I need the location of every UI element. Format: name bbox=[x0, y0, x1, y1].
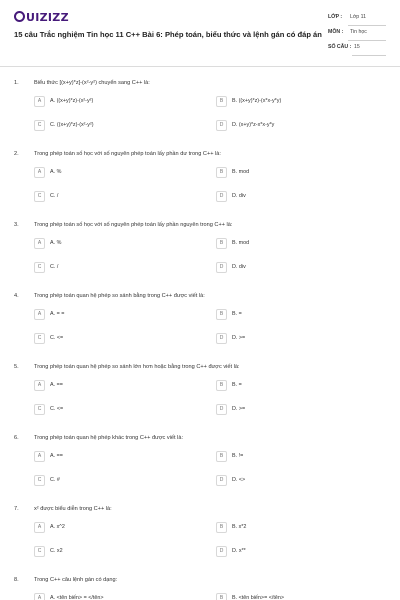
logo-text: UIZIZZ bbox=[26, 11, 69, 24]
meta-underline bbox=[352, 55, 386, 56]
option-text: C. / bbox=[50, 264, 59, 270]
question-item bbox=[0, 429, 400, 500]
header-divider bbox=[0, 66, 400, 67]
option-c[interactable] bbox=[34, 546, 184, 558]
option-letter-badge: C bbox=[34, 333, 45, 344]
meta-row-class bbox=[328, 12, 386, 27]
option-d[interactable] bbox=[216, 262, 366, 274]
worksheet-title: 15 câu Trắc nghiệm Tin học 11 C++ Bài 6: Phép toán, biểu thức và lệnh gán có đáp án bbox=[14, 30, 322, 39]
option-a[interactable] bbox=[34, 380, 184, 392]
option-c[interactable] bbox=[34, 262, 184, 274]
option-letter-badge: D bbox=[216, 546, 227, 557]
option-b[interactable] bbox=[216, 593, 366, 600]
option-d[interactable] bbox=[216, 546, 366, 558]
option-text: D. >= bbox=[232, 335, 246, 341]
option-b[interactable] bbox=[216, 309, 366, 321]
quizizz-logo bbox=[14, 10, 69, 24]
option-text: A. % bbox=[50, 240, 62, 246]
option-text: C. <= bbox=[50, 406, 64, 412]
option-d[interactable] bbox=[216, 404, 366, 416]
option-text: A. x^2 bbox=[50, 524, 65, 530]
option-text: D. div bbox=[232, 264, 246, 270]
question-number: 1. bbox=[14, 80, 19, 86]
meta-label: MÔN : bbox=[328, 29, 344, 35]
option-text: D. (x+y)*z-x*x-y*y bbox=[232, 122, 275, 128]
option-letter-badge: D bbox=[216, 191, 227, 202]
option-text: A. % bbox=[50, 169, 62, 175]
option-text: B. x*2 bbox=[232, 524, 247, 530]
option-text: A. <tên biến> = </tên> bbox=[50, 595, 104, 600]
meta-label: SỐ CÂU : bbox=[328, 44, 352, 50]
option-letter-badge: D bbox=[216, 120, 227, 131]
logo-q-icon bbox=[14, 11, 25, 22]
option-text: B. ((x+y)*z)-(x*x-y*y) bbox=[232, 98, 282, 104]
option-text: B. = bbox=[232, 311, 242, 317]
question-text: Trong C++ câu lệnh gán có dạng: bbox=[34, 577, 118, 583]
option-letter-badge: A bbox=[34, 593, 45, 600]
option-c[interactable] bbox=[34, 120, 184, 132]
question-text: x² được biểu diễn trong C++ là: bbox=[34, 506, 112, 512]
option-letter-badge: C bbox=[34, 546, 45, 557]
option-text: C. ((x+y)*z)-(x²-y²) bbox=[50, 122, 94, 128]
option-letter-badge: A bbox=[34, 167, 45, 178]
meta-value: Lớp 11 bbox=[350, 14, 366, 20]
meta-value: 15 bbox=[354, 44, 360, 50]
option-d[interactable] bbox=[216, 475, 366, 487]
option-letter-badge: B bbox=[216, 96, 227, 107]
option-text: C. <= bbox=[50, 335, 64, 341]
option-b[interactable] bbox=[216, 238, 366, 250]
question-item bbox=[0, 74, 400, 145]
question-text: Trong phép toán quan hệ phép so sánh bằng trong C++ được viết là: bbox=[34, 293, 205, 299]
option-letter-badge: D bbox=[216, 262, 227, 273]
option-text: B. = bbox=[232, 382, 242, 388]
option-a[interactable] bbox=[34, 96, 184, 108]
worksheet-meta bbox=[328, 12, 386, 57]
option-letter-badge: C bbox=[34, 404, 45, 415]
meta-underline bbox=[348, 40, 386, 41]
option-text: D. >= bbox=[232, 406, 246, 412]
option-letter-badge: C bbox=[34, 191, 45, 202]
meta-label: LỚP : bbox=[328, 14, 343, 20]
option-c[interactable] bbox=[34, 333, 184, 345]
option-letter-badge: A bbox=[34, 451, 45, 462]
option-c[interactable] bbox=[34, 404, 184, 416]
question-number: 7. bbox=[14, 506, 19, 512]
option-text: B. != bbox=[232, 453, 244, 459]
option-letter-badge: C bbox=[34, 262, 45, 273]
option-letter-badge: B bbox=[216, 522, 227, 533]
question-item bbox=[0, 358, 400, 429]
option-text: B. <tên biến>= </tên> bbox=[232, 595, 285, 600]
option-b[interactable] bbox=[216, 96, 366, 108]
option-text: D. <> bbox=[232, 477, 246, 483]
option-letter-badge: B bbox=[216, 380, 227, 391]
option-text: A. == bbox=[50, 453, 63, 459]
option-text: D. div bbox=[232, 193, 246, 199]
meta-value: Tin học bbox=[350, 29, 367, 35]
question-number: 4. bbox=[14, 293, 19, 299]
question-number: 6. bbox=[14, 435, 19, 441]
option-letter-badge: B bbox=[216, 451, 227, 462]
option-text: D. x** bbox=[232, 548, 246, 554]
option-letter-badge: C bbox=[34, 475, 45, 486]
option-b[interactable] bbox=[216, 522, 366, 534]
option-text: A. = = bbox=[50, 311, 65, 317]
option-letter-badge: A bbox=[34, 96, 45, 107]
option-text: C. # bbox=[50, 477, 60, 483]
option-letter-badge: C bbox=[34, 120, 45, 131]
option-letter-badge: B bbox=[216, 593, 227, 600]
question-number: 5. bbox=[14, 364, 19, 370]
option-b[interactable] bbox=[216, 380, 366, 392]
question-text: Trong phép toán số học với số nguyên phép toán lấy phần dư trong C++ là: bbox=[34, 151, 221, 157]
option-letter-badge: A bbox=[34, 238, 45, 249]
option-b[interactable] bbox=[216, 167, 366, 179]
question-item bbox=[0, 216, 400, 287]
question-text: Trong phép toán quan hệ phép so sánh lớn hơn hoặc bằng trong C++ được viết là: bbox=[34, 364, 240, 370]
option-d[interactable] bbox=[216, 191, 366, 203]
option-a[interactable] bbox=[34, 451, 184, 463]
option-a[interactable] bbox=[34, 238, 184, 250]
option-letter-badge: B bbox=[216, 167, 227, 178]
option-letter-badge: B bbox=[216, 238, 227, 249]
option-a[interactable] bbox=[34, 309, 184, 321]
option-text: A. ((x+y)*z)-(x²-y²) bbox=[50, 98, 94, 104]
question-number: 8. bbox=[14, 577, 19, 583]
question-number: 2. bbox=[14, 151, 19, 157]
option-letter-badge: A bbox=[34, 380, 45, 391]
option-d[interactable] bbox=[216, 333, 366, 345]
option-letter-badge: D bbox=[216, 404, 227, 415]
worksheet-header bbox=[14, 10, 386, 62]
option-letter-badge: D bbox=[216, 475, 227, 486]
meta-row-subject bbox=[328, 27, 386, 42]
question-item bbox=[0, 145, 400, 216]
question-item bbox=[0, 500, 400, 571]
option-letter-badge: A bbox=[34, 522, 45, 533]
option-text: A. == bbox=[50, 382, 63, 388]
option-c[interactable] bbox=[34, 475, 184, 487]
option-c[interactable] bbox=[34, 191, 184, 203]
option-text: B. mod bbox=[232, 240, 250, 246]
option-letter-badge: D bbox=[216, 333, 227, 344]
option-a[interactable] bbox=[34, 167, 184, 179]
question-text: Biểu thức [(x+y)*z]-(x²-y²) chuyển sang C++ là: bbox=[34, 80, 150, 86]
option-text: C. x2 bbox=[50, 548, 63, 554]
question-number: 3. bbox=[14, 222, 19, 228]
option-letter-badge: B bbox=[216, 309, 227, 320]
question-text: Trong phép toán quan hệ phép khác trong C++ được viết là: bbox=[34, 435, 184, 441]
option-b[interactable] bbox=[216, 451, 366, 463]
question-list bbox=[0, 74, 400, 600]
question-item bbox=[0, 571, 400, 600]
option-d[interactable] bbox=[216, 120, 366, 132]
option-a[interactable] bbox=[34, 593, 184, 600]
question-item bbox=[0, 287, 400, 358]
meta-row-count bbox=[328, 42, 386, 57]
option-a[interactable] bbox=[34, 522, 184, 534]
option-text: C. / bbox=[50, 193, 59, 199]
meta-underline bbox=[348, 25, 386, 26]
question-text: Trong phép toán số học với số nguyên phép toán lấy phần nguyên trong C++ là: bbox=[34, 222, 233, 228]
option-text: B. mod bbox=[232, 169, 250, 175]
option-letter-badge: A bbox=[34, 309, 45, 320]
